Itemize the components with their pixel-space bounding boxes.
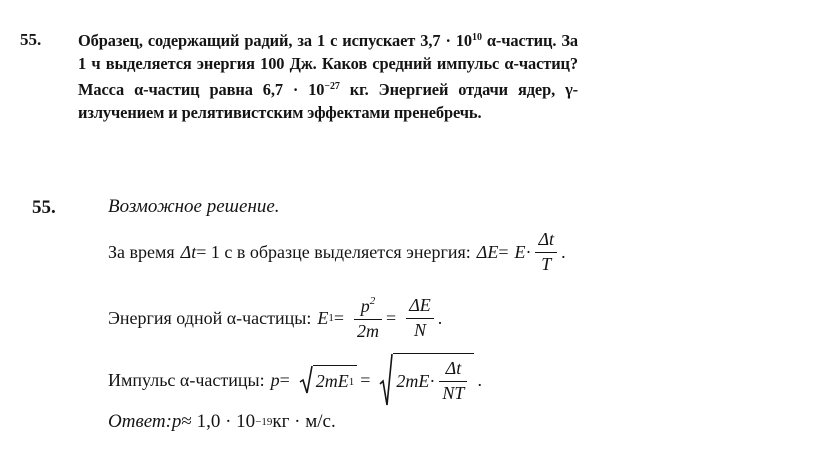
answer-label: Ответ:: [108, 411, 172, 432]
answer-value: ≈ 1,0 · 10: [181, 411, 256, 432]
problem-text-part-a: Образец, содержащий радий, за 1 с испускает 3,7 · 10: [78, 31, 473, 50]
line2-eq1: =: [333, 307, 345, 328]
line1-var: Δt: [180, 241, 197, 262]
fraction-numerator: Δt: [538, 228, 555, 249]
radicand: [313, 365, 358, 395]
fraction-dt-over-NT: [439, 359, 467, 404]
fraction-p2-over-2m: [354, 295, 382, 342]
problem-text: [78, 26, 578, 124]
answer-exponent: −19: [255, 416, 273, 428]
line3-prefix: Импульс α-частицы:: [108, 369, 265, 390]
problem-text-part-b: α-частиц. За 1 ч выделяется энергия 100 Дж. Каков средний импульс α-частиц? Масса α-частиц равна 6,7 · 10: [78, 31, 578, 99]
fraction-denominator: NT: [442, 383, 465, 403]
radicand-text: 2mE: [396, 371, 430, 391]
fraction-denominator: T: [541, 253, 552, 274]
fraction-denominator: N: [413, 319, 426, 340]
line3-end: .: [477, 369, 482, 390]
line2-end: .: [437, 307, 443, 328]
line1-lhs: ΔE: [476, 241, 499, 262]
radicand-dot: ·: [429, 371, 436, 391]
line3-eq2: =: [360, 369, 371, 390]
solution-line-energy: [108, 222, 566, 282]
answer-p: p: [171, 411, 182, 432]
radical-sign: [379, 353, 393, 407]
line2-eq2: =: [386, 307, 397, 328]
problem-text-part-c: кг. Энергией отдачи ядер, γ-излучением и релятивистским эффектами пренебречь.: [78, 80, 578, 122]
solution-title: Возможное решение.: [108, 196, 280, 217]
line1-eq: =: [498, 241, 509, 262]
numerator-exponent: 2: [369, 294, 376, 307]
fraction-numerator: [358, 295, 379, 319]
sqrt-2mE1: [299, 365, 358, 395]
line1-prefix: За время: [108, 241, 175, 262]
line1-mid: = 1 с в образце выделяется энергия:: [196, 241, 471, 262]
radicand-sub: 1: [348, 375, 355, 388]
line3-eq1: =: [279, 369, 290, 390]
line1-E: E: [514, 241, 526, 262]
exponent-minus-27: −27: [324, 81, 340, 92]
sqrt-2mE-dt-over-NT: [379, 353, 474, 407]
fraction-denominator: 2m: [357, 320, 380, 341]
answer-unit: кг · м/с.: [272, 411, 336, 432]
radicand-text: 2mE: [315, 371, 349, 391]
problem-number: 55.: [20, 30, 42, 49]
solution-line-particle-energy: [108, 286, 442, 350]
radical-sign: [299, 365, 313, 395]
line3-p: p: [270, 369, 280, 390]
line1-dot: ·: [525, 241, 532, 262]
fraction-numerator: Δt: [445, 358, 462, 379]
line2-prefix: Энергия одной α-частицы:: [108, 307, 312, 328]
answer-line: [108, 402, 336, 442]
numerator-p: p: [360, 295, 370, 316]
radicand: [393, 353, 474, 407]
line2-sub: 1: [328, 312, 334, 324]
exponent-10: 10: [472, 32, 482, 43]
line2-E: E: [317, 307, 329, 328]
line1-end: .: [561, 241, 566, 262]
fraction-dt-over-T: [535, 230, 557, 275]
fraction-dE-over-N: [406, 296, 434, 341]
solution-number: 55.: [32, 197, 56, 218]
solution-line-momentum: [108, 352, 482, 408]
fraction-numerator: ΔE: [409, 294, 431, 315]
